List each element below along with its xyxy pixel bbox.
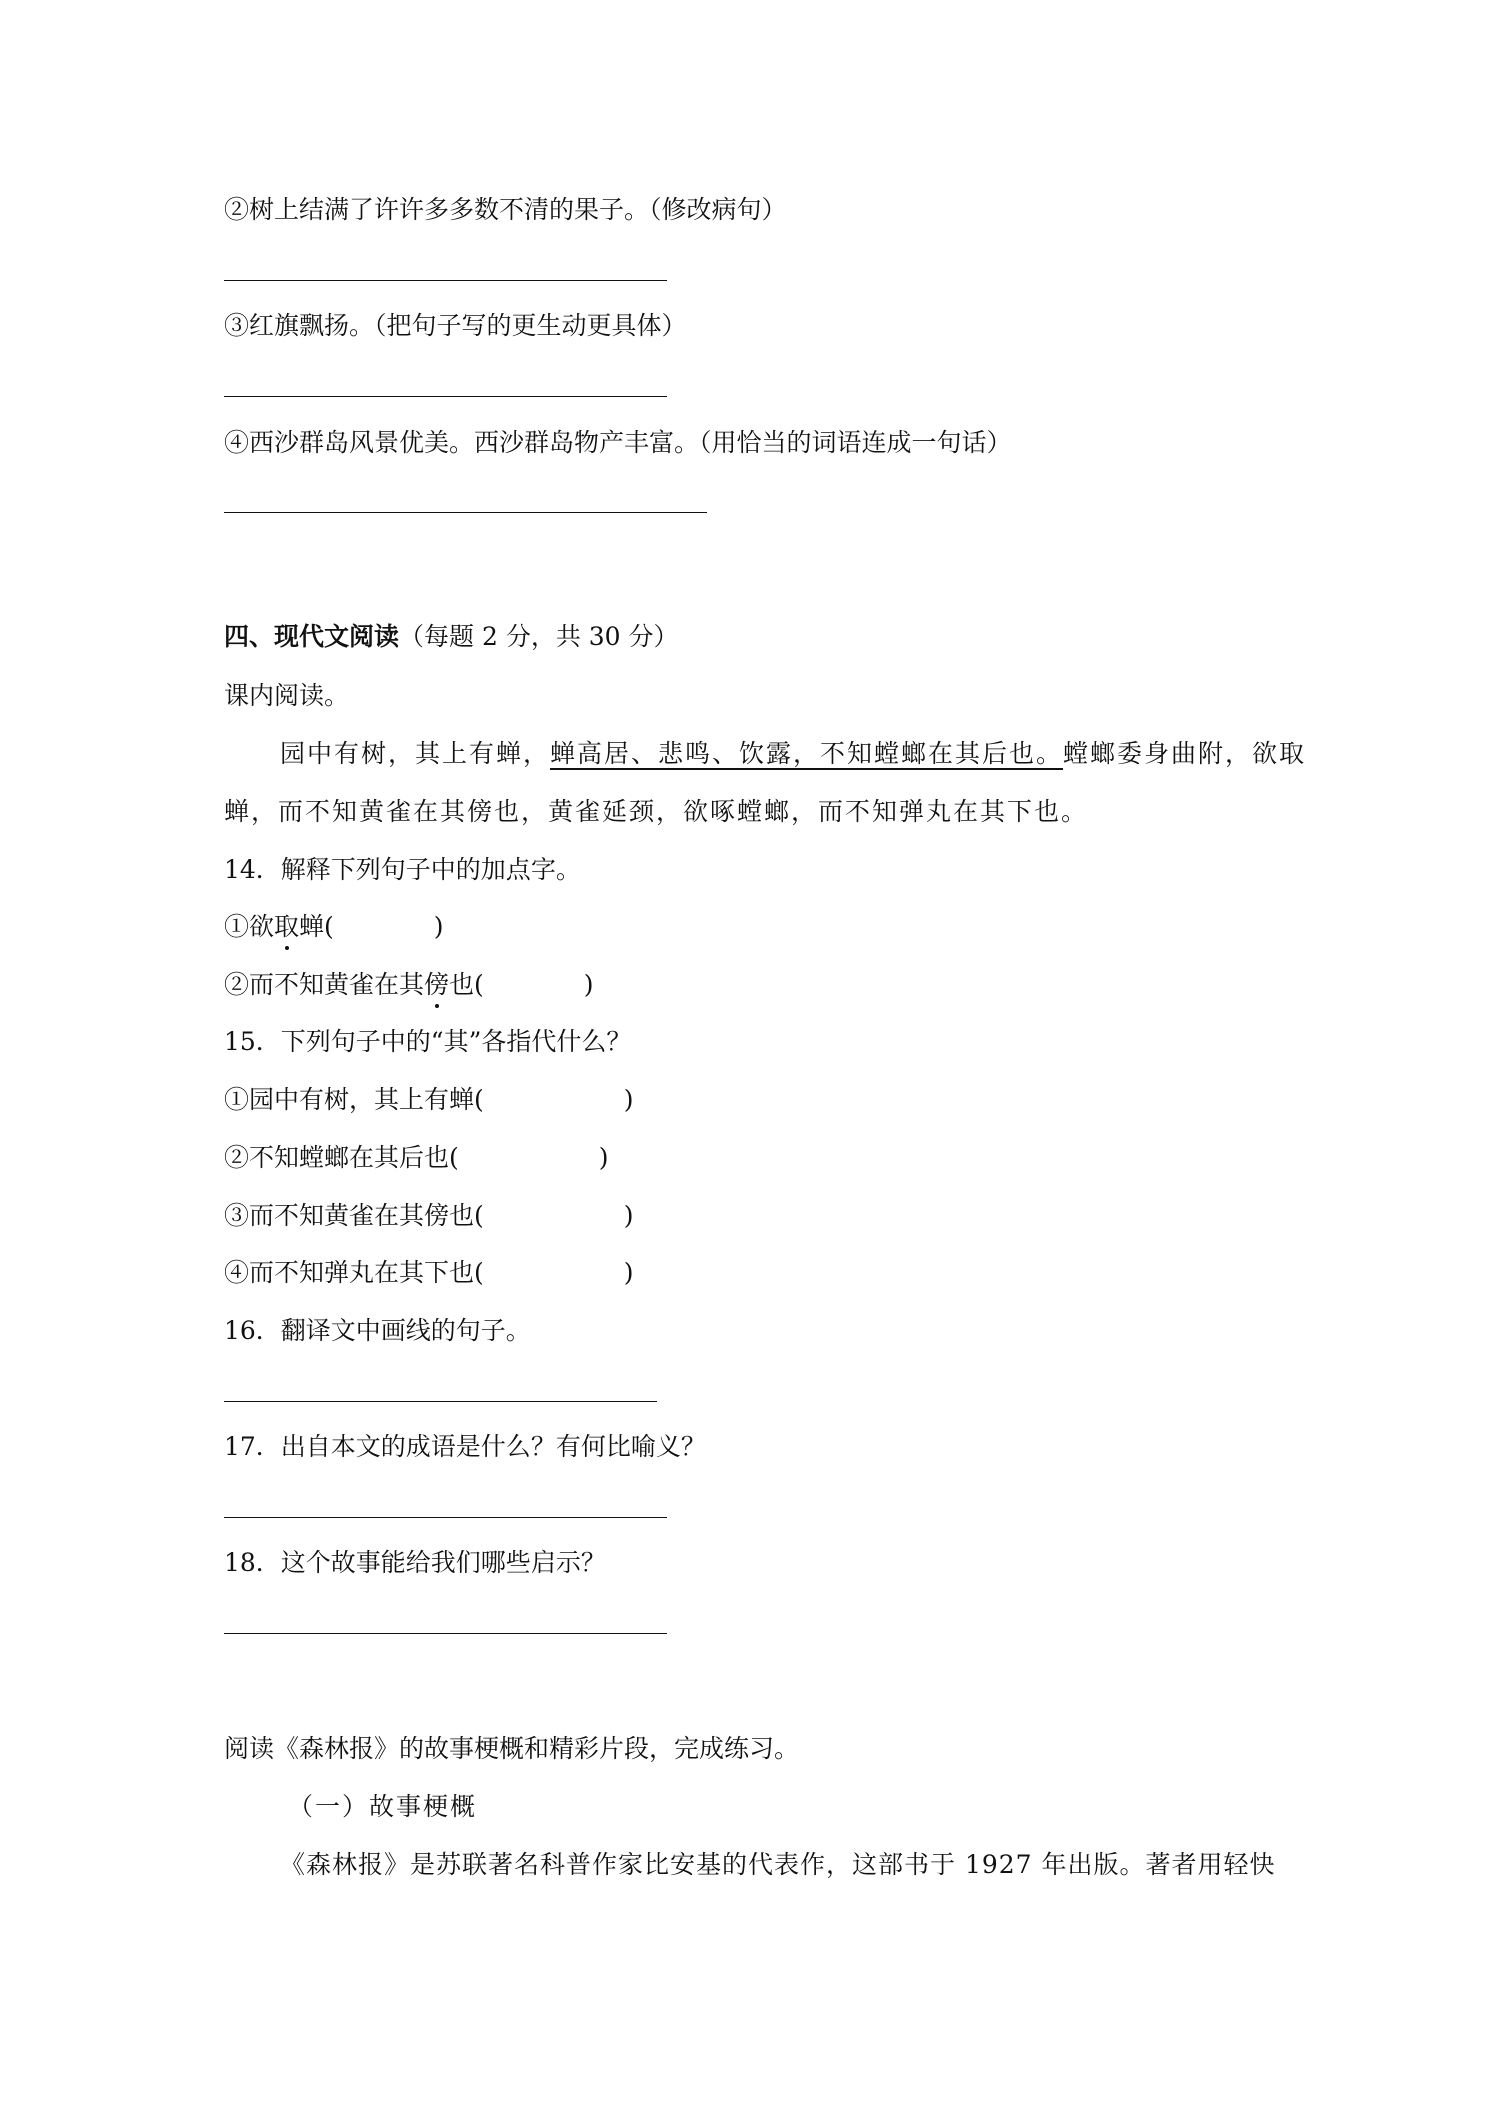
passage-line-1 — [280, 737, 1306, 771]
score-note: （每题 2 分，共 30 分） — [399, 622, 679, 651]
q14a-pre: ①欲 — [224, 912, 275, 941]
q15b-text: ②不知螳螂在其后也( — [224, 1143, 459, 1172]
q14b-post: 也( — [449, 970, 484, 999]
question-15-d — [224, 1256, 634, 1290]
q15d-close: ) — [623, 1258, 634, 1287]
reading2-subheading: （一）故事梗概 — [288, 1792, 478, 1821]
q14b-close: ) — [583, 970, 594, 999]
section-title: 四、现代文阅读 — [224, 622, 400, 651]
question-15-a — [224, 1083, 634, 1117]
reading-intro: 课内阅读。 — [224, 681, 350, 710]
question-16: 16．翻译文中画线的句子。 — [224, 1316, 531, 1345]
answer-line — [224, 1517, 667, 1518]
dotted-char: 取 — [274, 910, 299, 944]
question-14-a — [224, 910, 444, 944]
q14b-pre: ②而不知黄雀在其 — [224, 970, 425, 999]
answer-line — [224, 1401, 657, 1402]
q14a-post: 蝉( — [299, 912, 334, 941]
question-15-b — [224, 1141, 609, 1175]
section-heading — [224, 620, 679, 654]
question-item-4: ④西沙群岛风景优美。西沙群岛物产丰富。（用恰当的词语连成一句话） — [224, 428, 1012, 457]
answer-line — [224, 280, 667, 281]
q15a-close: ) — [623, 1085, 634, 1114]
reading2-paragraph: 《森林报》是苏联著名科普作家比安基的代表作，这部书于 1927 年出版。著者用轻快 — [280, 1850, 1276, 1879]
underlined-sentence: 蝉高居、悲鸣、饮露，不知螳螂在其后也。 — [550, 739, 1064, 768]
q15a-text: ①园中有树，其上有蝉( — [224, 1085, 484, 1114]
question-18: 18．这个故事能给我们哪些启示？ — [224, 1548, 606, 1577]
reading2-intro: 阅读《森林报》的故事梗概和精彩片段，完成练习。 — [224, 1734, 800, 1763]
question-14-b — [224, 968, 594, 1002]
q15c-text: ③而不知黄雀在其傍也( — [224, 1201, 484, 1230]
dotted-char: 傍 — [424, 968, 449, 1002]
q15b-close: ) — [598, 1143, 609, 1172]
q14a-close: ) — [433, 912, 444, 941]
passage-line-2: 蝉，而不知黄雀在其傍也，黄雀延颈，欲啄螳螂，而不知弹丸在其下也。 — [224, 797, 1089, 826]
question-17: 17．出自本文的成语是什么？有何比喻义？ — [224, 1432, 706, 1461]
answer-line — [224, 1633, 667, 1634]
passage-text: 园中有树，其上有蝉， — [280, 739, 551, 768]
question-15-c — [224, 1199, 634, 1233]
question-item-3: ③红旗飘扬。（把句子写的更生动更具体） — [224, 311, 687, 340]
passage-text: 螳螂委身曲附，欲取 — [1063, 739, 1307, 768]
q15d-text: ④而不知弹丸在其下也( — [224, 1258, 484, 1287]
answer-line — [224, 512, 707, 513]
answer-line — [224, 396, 667, 397]
question-14: 14．解释下列句子中的加点字。 — [224, 855, 581, 884]
question-15: 15．下列句子中的“其”各指代什么？ — [224, 1027, 632, 1056]
question-item-2: ②树上结满了许许多多数不清的果子。（修改病句） — [224, 195, 787, 224]
q15c-close: ) — [623, 1201, 634, 1230]
